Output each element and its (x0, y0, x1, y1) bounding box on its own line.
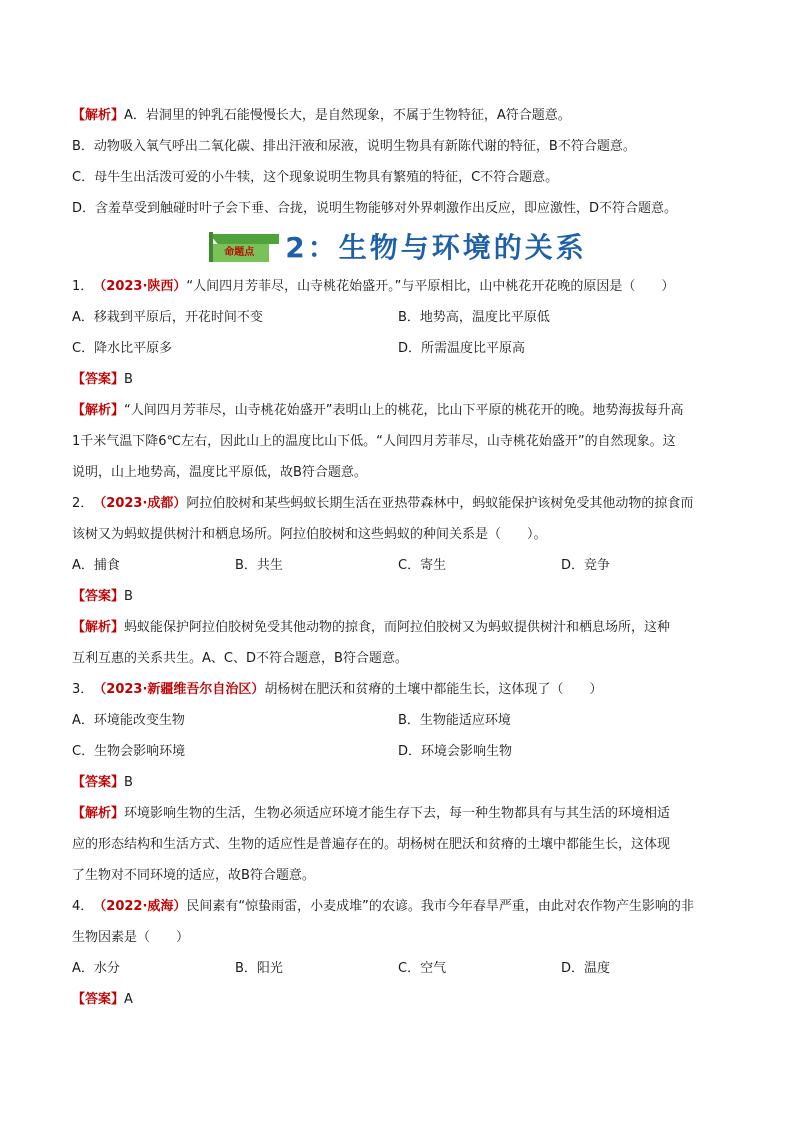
question-stem-cont (72, 922, 724, 953)
analysis-text: 了生物对不同环境的适应，故B符合题意。 (72, 868, 315, 883)
question-stem (72, 891, 724, 922)
analysis-line (72, 131, 724, 162)
options-row (72, 302, 724, 333)
options-row (72, 333, 724, 364)
options-row (72, 550, 724, 581)
option: A．水分 (72, 961, 120, 976)
answer-line (72, 767, 724, 798)
option: C．寄生 (398, 558, 447, 573)
option: C．生物会影响环境 (72, 744, 186, 759)
option: D．竞争 (561, 558, 611, 573)
question-text: 该树又为蚂蚁提供树汁和栖息场所。阿拉伯胶树和这些蚂蚁的种间关系是（ ）。 (72, 527, 547, 542)
options-row (72, 705, 724, 736)
question-text: “人间四月芳菲尽，山寺桃花始盛开。”与平原相比，山中桃花开花晚的原因是（ ） (186, 279, 675, 294)
option: A．移栽到平原后，开花时间不变 (72, 310, 263, 325)
option: D．温度 (561, 961, 611, 976)
question-number: 4． (72, 899, 94, 914)
question-number: 3． (72, 682, 94, 697)
analysis-line (72, 395, 724, 426)
question-text: 阿拉伯胶树和某些蚂蚁长期生活在亚热带森林中，蚂蚁能保护该树免受其他动物的掠食而 (186, 496, 694, 511)
question-source: （2023·成都） (93, 496, 187, 511)
document-page (72, 100, 724, 1015)
analysis-text: 1千米气温下降6℃左右，因此山上的温度比山下低。“人间四月芳菲尽，山寺桃花始盛开”的自然现象。这 (72, 434, 676, 449)
answer-tag: 【答案】 (72, 992, 125, 1007)
question-number: 2． (72, 496, 94, 511)
analysis-text: 环境影响生物的生活，生物必须适应环境才能生存下去，每一种生物都具有与其生活的环境相适 (124, 806, 671, 821)
section-title: 2：生物与环境的关系 (285, 230, 587, 264)
question-stem (72, 488, 724, 519)
options-row (72, 736, 724, 767)
answer-value: B (124, 589, 133, 604)
analysis-line (72, 643, 724, 674)
question-stem (72, 271, 724, 302)
analysis-line (72, 798, 724, 829)
analysis-text: A．岩洞里的钟乳石能慢慢长大，是自然现象，不属于生物特征，A符合题意。 (124, 108, 571, 123)
analysis-tag: 【解析】 (72, 806, 125, 821)
answer-tag: 【答案】 (72, 372, 125, 387)
option: D．所需温度比平原高 (398, 341, 526, 356)
analysis-text: D．含羞草受到触碰时叶子会下垂、合拢，说明生物能够对外界刺激作出反应，即应激性，D不符合题意。 (72, 201, 678, 216)
analysis-text: B．动物吸入氧气呼出二氧化碳、排出汗液和尿液，说明生物具有新陈代谢的特征，B不符合题意。 (72, 139, 636, 154)
analysis-line (72, 457, 724, 488)
answer-line (72, 581, 724, 612)
answer-tag: 【答案】 (72, 775, 125, 790)
question-source: （2022·威海） (93, 899, 187, 914)
options-row (72, 953, 724, 984)
analysis-text: “人间四月芳菲尽，山寺桃花始盛开”表明山上的桃花，比山下平原的桃花开的晚。地势海拔每升高 (124, 403, 684, 418)
analysis-text: 互利互惠的关系共生。A、C、D不符合题意，B符合题意。 (72, 651, 408, 666)
section-heading (72, 224, 724, 270)
answer-value: A (124, 992, 133, 1007)
answer-value: B (124, 775, 133, 790)
question-text: 胡杨树在肥沃和贫瘠的土壤中都能生长，这体现了（ ） (264, 682, 603, 697)
answer-value: B (124, 372, 133, 387)
answer-line (72, 364, 724, 395)
analysis-line (72, 860, 724, 891)
option: C．空气 (398, 961, 447, 976)
option: C．降水比平原多 (72, 341, 173, 356)
option: B．共生 (235, 558, 283, 573)
question-stem-cont (72, 519, 724, 550)
question-text: 生物因素是（ ） (72, 930, 190, 945)
badge-label: 命题点 (209, 244, 269, 262)
analysis-line (72, 100, 724, 131)
analysis-line (72, 426, 724, 457)
option: B．生物能适应环境 (398, 713, 511, 728)
question-source: （2023·新疆维吾尔自治区） (93, 682, 265, 697)
question-source: （2023·陕西） (93, 279, 187, 294)
analysis-tag: 【解析】 (72, 620, 125, 635)
analysis-text: 说明，山上地势高，温度比平原低，故B符合题意。 (72, 465, 367, 480)
question-stem (72, 674, 724, 705)
analysis-tag: 【解析】 (72, 403, 125, 418)
option: D．环境会影响生物 (398, 744, 513, 759)
option: B．阳光 (235, 961, 283, 976)
answer-line (72, 984, 724, 1015)
answer-tag: 【答案】 (72, 589, 125, 604)
option: B．地势高，温度比平原低 (398, 310, 550, 325)
analysis-text: C．母牛生出活泼可爱的小牛犊，这个现象说明生物具有繁殖的特征，C不符合题意。 (72, 170, 559, 185)
analysis-line (72, 162, 724, 193)
analysis-text: 蚂蚁能保护阿拉伯胶树免受其他动物的掠食，而阿拉伯胶树又为蚂蚁提供树汁和栖息场所，这种 (124, 620, 671, 635)
analysis-line (72, 193, 724, 224)
analysis-line (72, 829, 724, 860)
option: A．捕食 (72, 558, 120, 573)
question-number: 1． (72, 279, 94, 294)
analysis-text: 应的形态结构和生活方式、生物的适应性是普遍存在的。胡杨树在肥沃和贫瘠的土壤中都能生长，这体现 (72, 837, 671, 852)
flag-badge-icon (209, 232, 279, 262)
option: A．环境能改变生物 (72, 713, 185, 728)
question-text: 民间素有“惊蛰雨雷，小麦成堆”的农谚。我市今年春旱严重，由此对农作物产生影响的非 (186, 899, 694, 914)
analysis-tag: 【解析】 (72, 108, 125, 123)
analysis-line (72, 612, 724, 643)
